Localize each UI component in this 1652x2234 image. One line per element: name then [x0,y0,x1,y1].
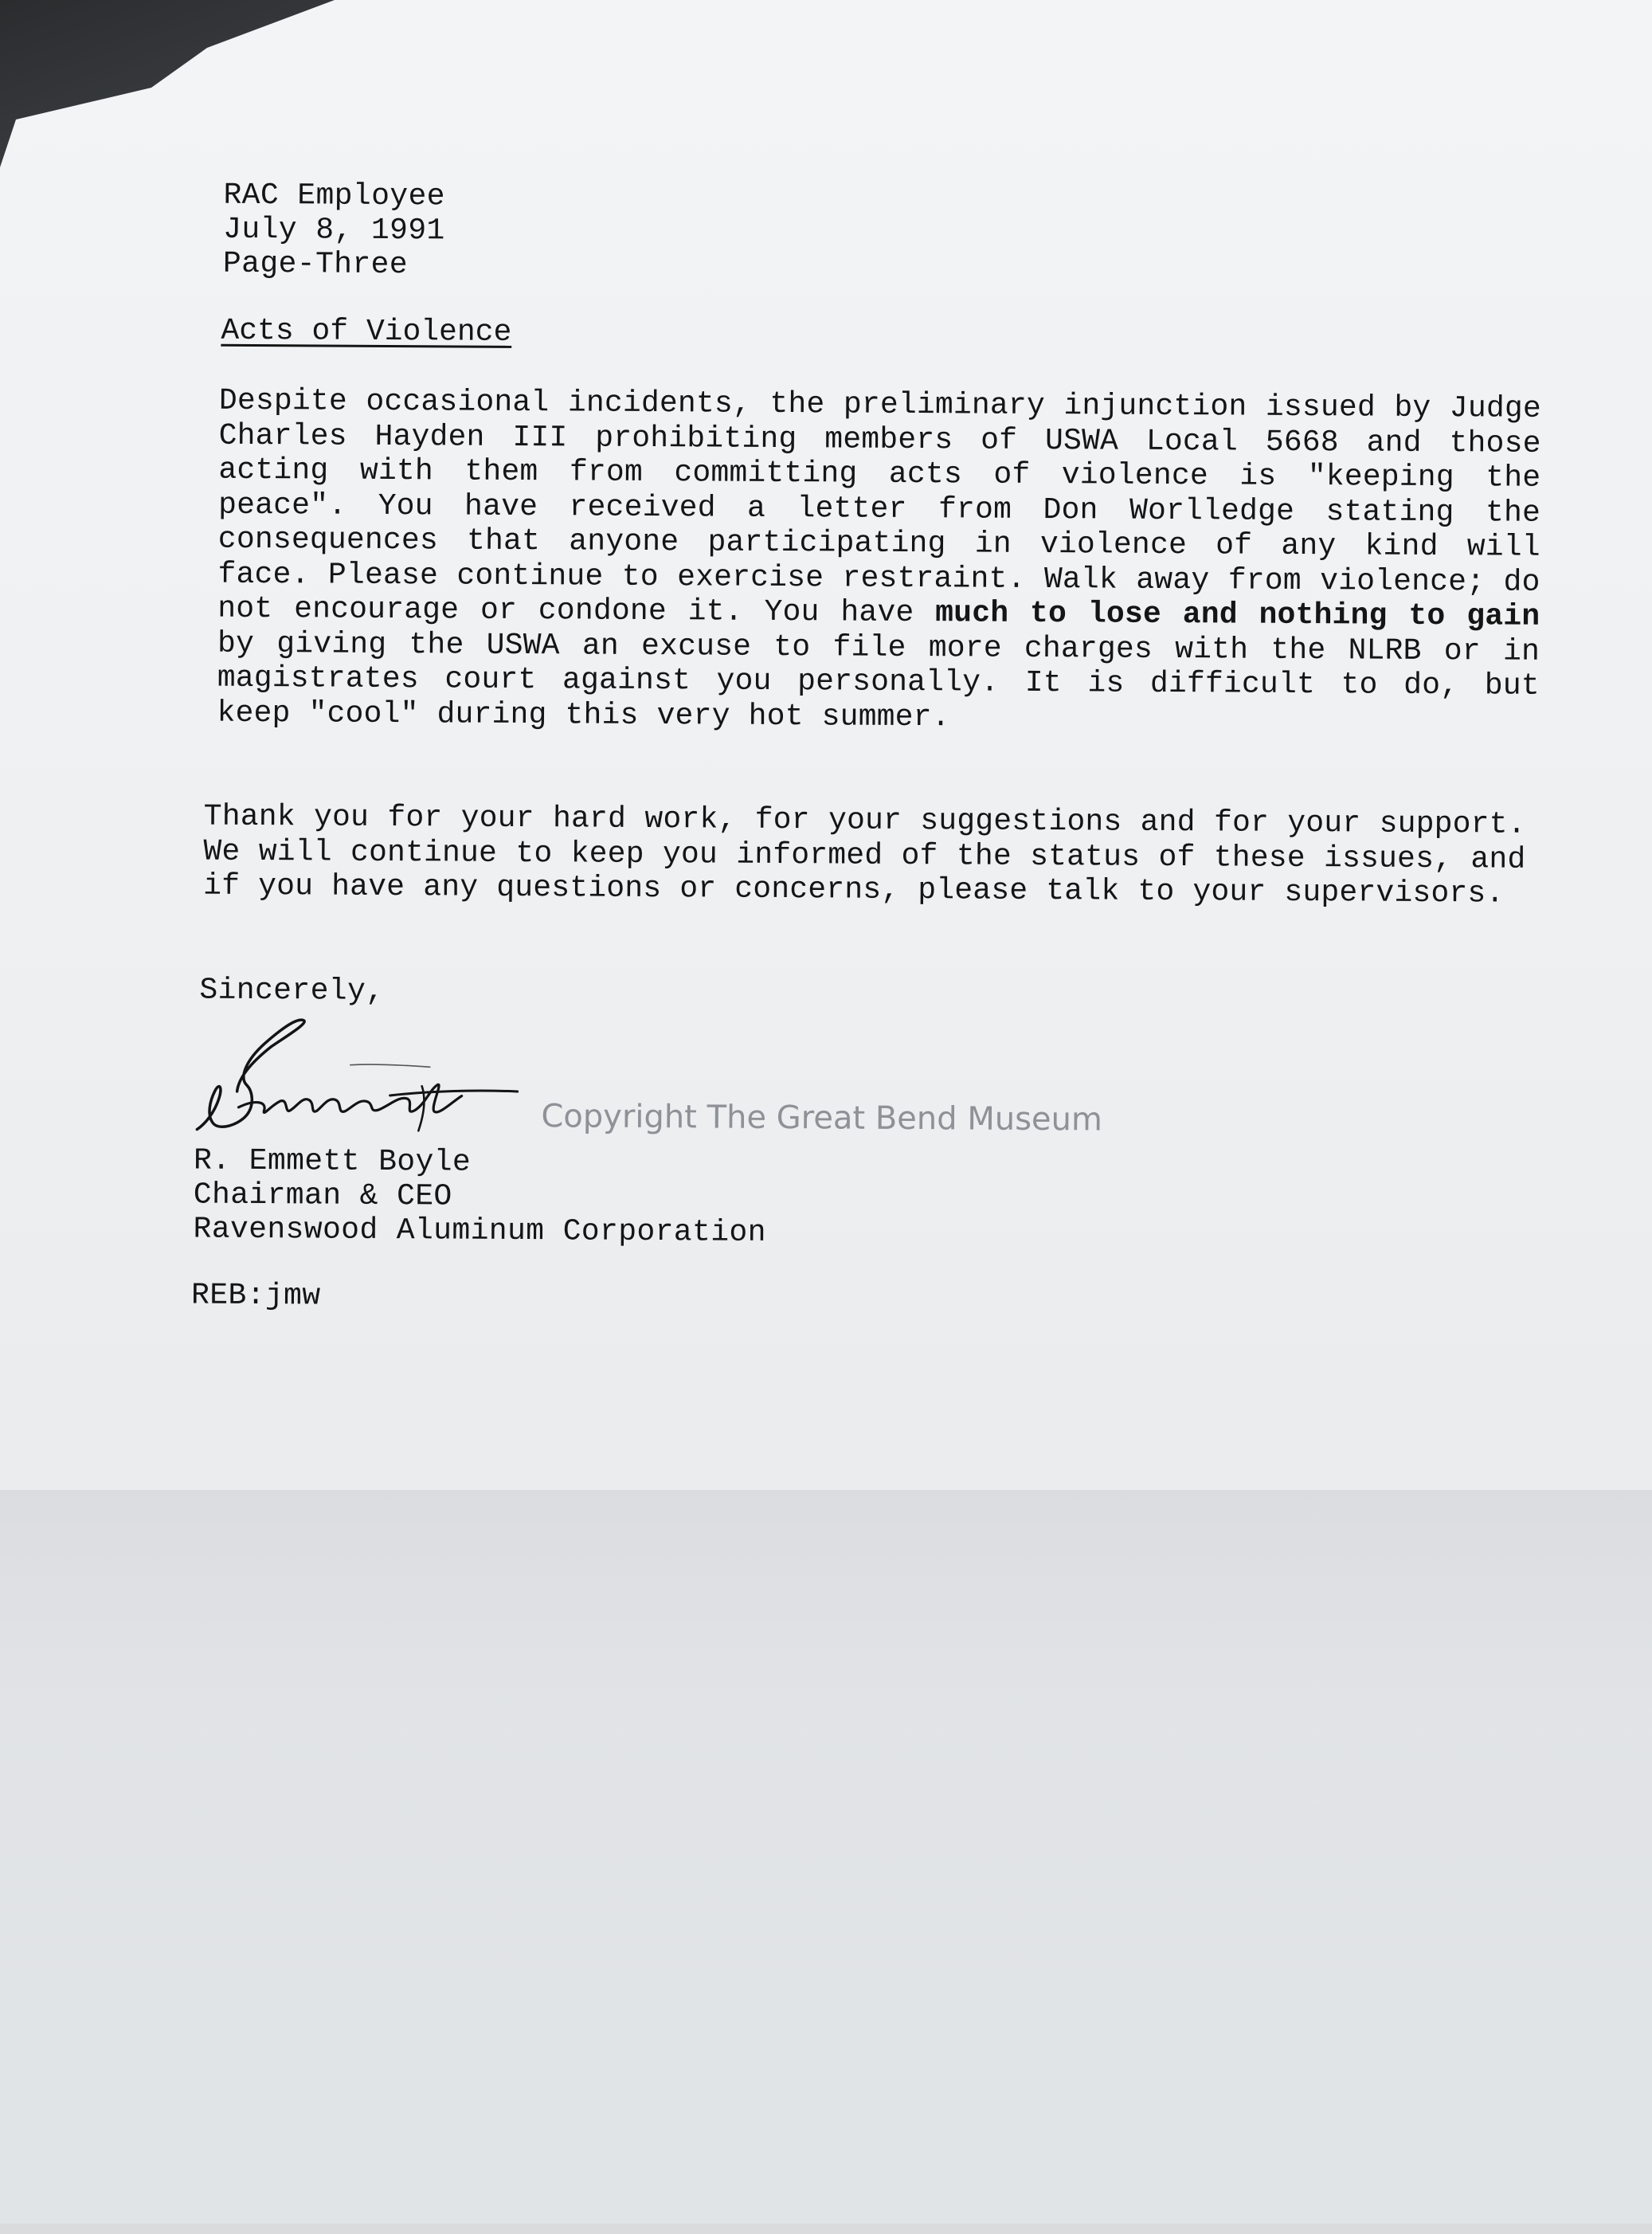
paragraph-violence-part1: Despite occasional incidents, the preliminary injunction issued by Judge Charles Hayden III prohibiting members of USWA Local 5668 and those acting with them from committing acts of violence is "keeping the peace". You have received a letter from Don Worlledge stating the consequences that anyone participating in violence of any kind will face. Please continue to exercise restraint. Walk away from violence; do not encourage or condone it. You have [217,383,1542,631]
signer-company: Ravenswood Aluminum Corporation [193,1212,767,1250]
date-line: July 8, 1991 [223,212,445,249]
signer-title: Chairman & CEO [193,1178,452,1214]
page-line: Page-Three [222,246,409,283]
section-title: Acts of Violence [221,313,512,350]
paragraph-violence-bold: much to lose and nothing to gain [935,596,1540,634]
watermark: Copyright The Great Bend Museum [541,1098,1103,1139]
paragraph-violence-part2: by giving the USWA an excuse to file more charges with the NLRB or in magistrates court against you personally. It is difficult to do, but keep "cool" during this very hot summer. [217,626,1540,735]
initials: REB:jmw [190,1278,321,1314]
signature-image [190,1011,526,1145]
paragraph-thanks: Thank you for your hard work, for your suggestions and for your support. We will continue to keep you informed of the status of these issues, and if you have any questions or concerns, please talk to your supervisors. [203,799,1526,911]
closing: Sincerely, [199,973,385,1009]
recipient-line: RAC Employee [223,178,446,214]
paragraph-violence [217,384,1541,739]
signer-name: R. Emmett Boyle [193,1143,472,1180]
